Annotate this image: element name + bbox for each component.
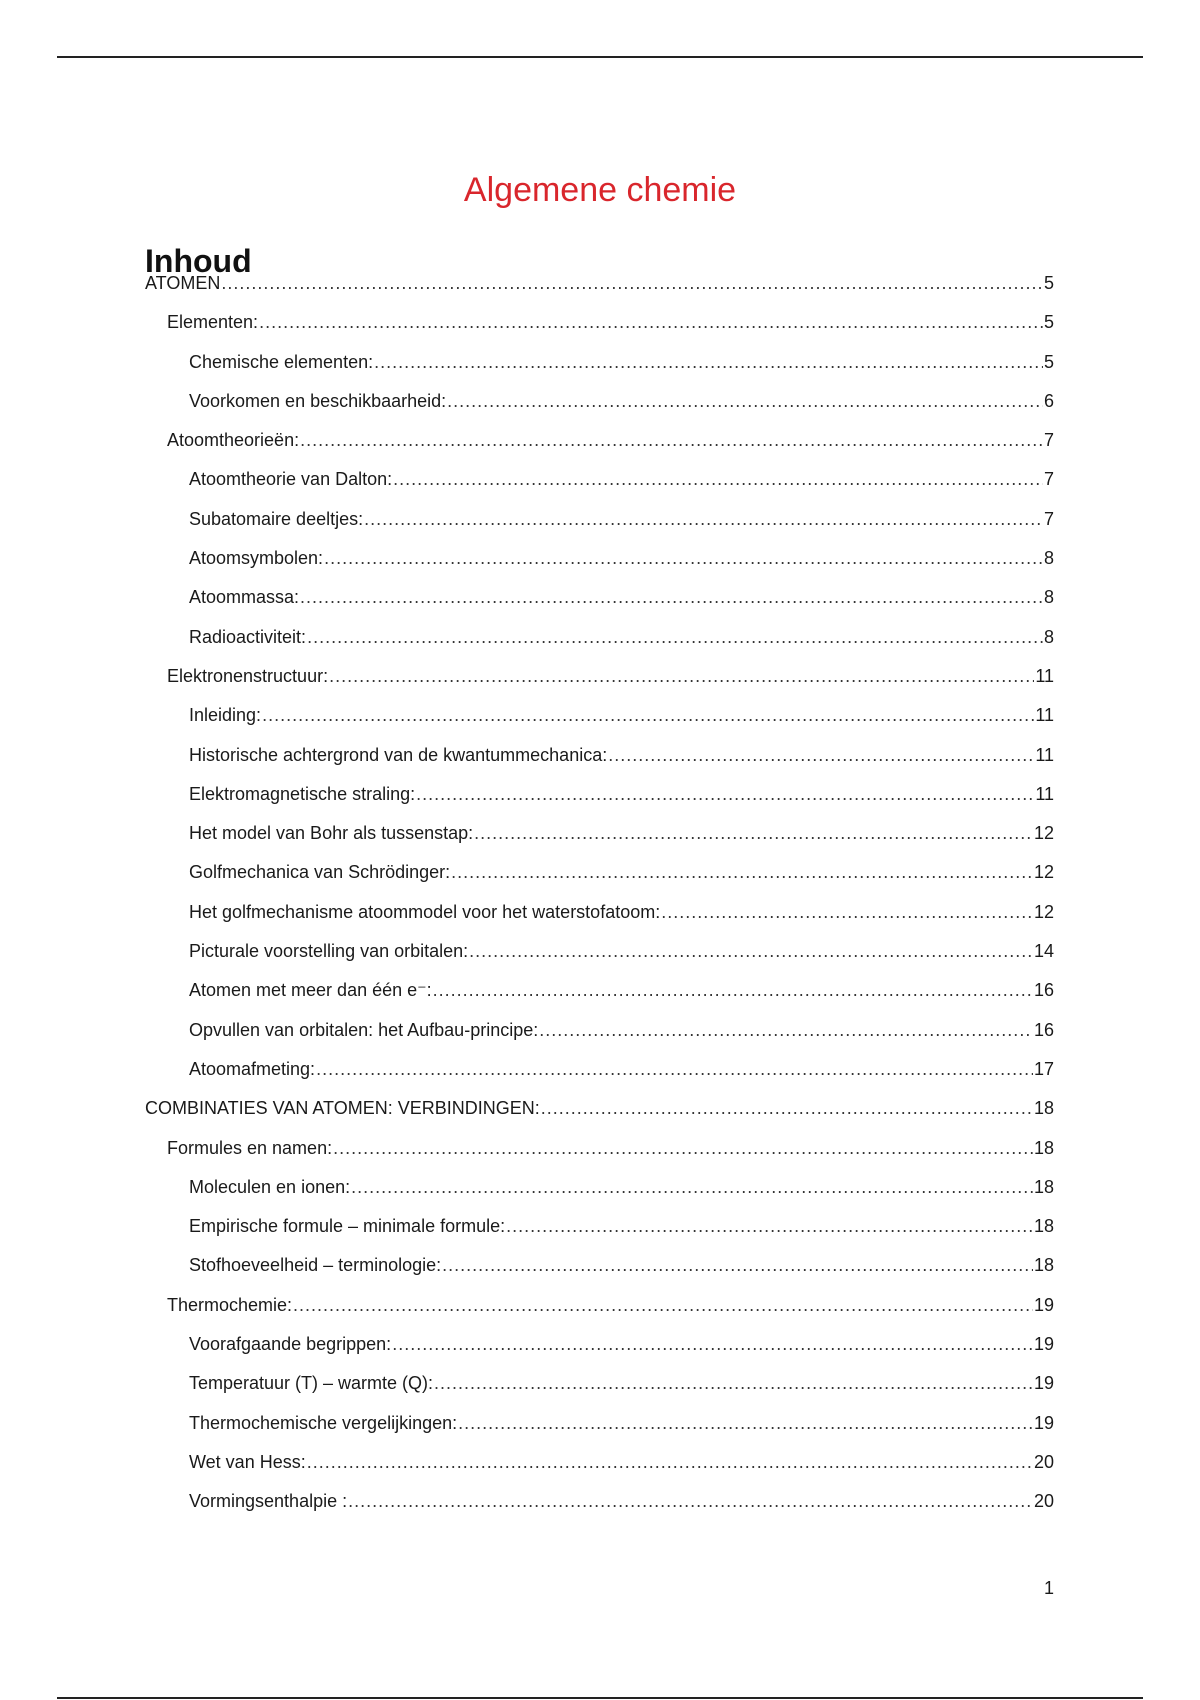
toc-dot-leader [392, 1327, 1033, 1362]
toc-entry-page: 18 [1033, 1137, 1054, 1158]
toc-entry[interactable] [145, 1170, 1054, 1209]
toc-dot-leader [300, 580, 1043, 615]
toc-entry-page: 18 [1033, 1098, 1054, 1119]
toc-entry-label: Voorkomen en beschikbaarheid: [189, 390, 447, 411]
toc-dot-leader [469, 934, 1033, 969]
document-title: Algemene chemie [463, 170, 737, 209]
toc-entry-page: 8 [1043, 626, 1054, 647]
toc-entry-label: Atoommassa: [189, 587, 300, 608]
toc-dot-leader [329, 659, 1034, 694]
toc-entry-page: 12 [1033, 823, 1054, 844]
toc-dot-leader [221, 266, 1043, 301]
toc-entry-page: 7 [1043, 508, 1054, 529]
toc-entry-label: Elektromagnetische straling: [189, 783, 416, 804]
toc-entry[interactable] [145, 973, 1054, 1012]
toc-entry-label: Atoomsymbolen: [189, 548, 324, 569]
toc-entry[interactable] [145, 895, 1054, 934]
toc-entry-page: 11 [1035, 705, 1054, 726]
toc-dot-leader [307, 1445, 1033, 1480]
toc-entry[interactable] [145, 777, 1054, 816]
toc-entry[interactable] [145, 855, 1054, 894]
toc-entry-page: 19 [1033, 1334, 1054, 1355]
toc-entry[interactable] [145, 620, 1054, 659]
toc-dot-leader [316, 1052, 1033, 1087]
toc-entry[interactable] [145, 1131, 1054, 1170]
toc-entry-page: 18 [1033, 1255, 1054, 1276]
toc-entry-label: Radioactiviteit: [189, 626, 307, 647]
toc-entry[interactable] [145, 1366, 1054, 1405]
toc-entry-page: 19 [1033, 1412, 1054, 1433]
toc-entry[interactable] [145, 1484, 1054, 1523]
toc-entry-label: Vormingsenthalpie : [189, 1491, 348, 1512]
toc-entry-page: 20 [1033, 1491, 1054, 1512]
bottom-rule [57, 1697, 1143, 1699]
toc-dot-leader [364, 502, 1043, 537]
toc-entry[interactable] [145, 659, 1054, 698]
toc-dot-leader [333, 1131, 1033, 1166]
toc-entry[interactable] [145, 345, 1054, 384]
toc-dot-leader [474, 816, 1033, 851]
toc-entry-page: 5 [1043, 351, 1054, 372]
toc-entry-page: 5 [1043, 312, 1054, 333]
toc-entry-page: 8 [1043, 587, 1054, 608]
toc-entry[interactable] [145, 462, 1054, 501]
toc-dot-leader [324, 541, 1043, 576]
page-number: 1 [1043, 1578, 1054, 1598]
toc-entry-label: Atoomtheorie van Dalton: [189, 469, 393, 490]
toc-entry[interactable] [145, 266, 1054, 305]
toc-entry-page: 6 [1043, 390, 1054, 411]
toc-entry-page: 5 [1043, 273, 1054, 293]
toc-entry-page: 17 [1033, 1058, 1054, 1079]
toc-dot-leader [262, 698, 1034, 733]
toc-entry-label: Atomen met meer dan één e⁻: [189, 980, 432, 1001]
toc-entry-page: 7 [1043, 430, 1054, 451]
toc-entry-label: Temperatuur (T) – warmte (Q): [189, 1373, 434, 1394]
toc-entry-label: Moleculen en ionen: [189, 1176, 351, 1197]
toc-dot-leader [434, 1366, 1033, 1401]
toc-entry-label: Voorafgaande begrippen: [189, 1334, 392, 1355]
toc-entry-label: Subatomaire deeltjes: [189, 508, 364, 529]
toc-entry-page: 18 [1033, 1176, 1054, 1197]
toc-entry-label: Inleiding: [189, 705, 262, 726]
toc-entry-label: Het model van Bohr als tussenstap: [189, 823, 474, 844]
toc-dot-leader [433, 973, 1033, 1008]
toc-entry-page: 18 [1033, 1216, 1054, 1237]
toc-entry[interactable] [145, 580, 1054, 619]
toc-entry-page: 7 [1043, 469, 1054, 490]
toc-entry-label: Opvullen van orbitalen: het Aufbau-principe: [189, 1019, 539, 1040]
toc-entry-page: 19 [1033, 1294, 1054, 1315]
toc-dot-leader [447, 384, 1043, 419]
toc-entry-page: 11 [1035, 665, 1054, 686]
toc-entry-page: 11 [1035, 744, 1054, 765]
toc-dot-leader [259, 305, 1043, 340]
toc-entry-label: ATOMEN [145, 273, 221, 293]
toc-entry-label: Thermochemische vergelijkingen: [189, 1412, 458, 1433]
toc-entry[interactable] [145, 816, 1054, 855]
toc-entry[interactable] [145, 384, 1054, 423]
toc-entry-label: Wet van Hess: [189, 1451, 306, 1472]
toc-entry-label: Chemische elementen: [189, 351, 374, 372]
toc-dot-leader [307, 620, 1043, 655]
toc-entry[interactable] [145, 1445, 1054, 1484]
toc-dot-leader [442, 1248, 1033, 1283]
toc-entry-page: 8 [1043, 548, 1054, 569]
toc-entry[interactable] [145, 738, 1054, 777]
toc-entry[interactable] [145, 1209, 1054, 1248]
toc-entry-label: Elementen: [167, 312, 259, 333]
toc-entry-page: 12 [1033, 901, 1054, 922]
toc-entry-page: 16 [1033, 1019, 1054, 1040]
toc-dot-leader [539, 1013, 1033, 1048]
toc-entry-label: Thermochemie: [167, 1294, 293, 1315]
toc-dot-leader [458, 1406, 1033, 1441]
toc-entry[interactable] [145, 1013, 1054, 1052]
toc-dot-leader [374, 345, 1043, 380]
toc-dot-leader [661, 895, 1033, 930]
toc-entry-page: 14 [1033, 941, 1054, 962]
table-of-contents [145, 266, 1054, 1524]
toc-entry-label: Stofhoeveelheid – terminologie: [189, 1255, 442, 1276]
toc-dot-leader [451, 855, 1033, 890]
toc-entry-label: Golfmechanica van Schrödinger: [189, 862, 451, 883]
toc-dot-leader [506, 1209, 1033, 1244]
toc-entry-page: 11 [1035, 783, 1054, 804]
toc-entry[interactable] [145, 1406, 1054, 1445]
toc-entry[interactable] [145, 502, 1054, 541]
toc-entry[interactable] [145, 934, 1054, 973]
toc-dot-leader [351, 1170, 1033, 1205]
toc-dot-leader [608, 738, 1034, 773]
toc-entry-label: Picturale voorstelling van orbitalen: [189, 941, 469, 962]
toc-entry-label: Elektronenstructuur: [167, 665, 329, 686]
toc-entry[interactable] [145, 423, 1054, 462]
toc-entry-label: COMBINATIES VAN ATOMEN: VERBINDINGEN: [145, 1098, 540, 1119]
top-rule [57, 56, 1143, 58]
toc-entry-page: 12 [1033, 862, 1054, 883]
toc-entry[interactable] [145, 1327, 1054, 1366]
toc-entry[interactable] [145, 305, 1054, 344]
toc-dot-leader [293, 1288, 1033, 1323]
toc-entry[interactable] [145, 698, 1054, 737]
toc-entry-label: Atoomafmeting: [189, 1058, 316, 1079]
toc-entry[interactable] [145, 1288, 1054, 1327]
toc-entry[interactable] [145, 1248, 1054, 1287]
toc-dot-leader [416, 777, 1034, 812]
toc-entry-label: Formules en namen: [167, 1137, 333, 1158]
toc-dot-leader [300, 423, 1043, 458]
toc-entry[interactable] [145, 541, 1054, 580]
toc-entry-label: Empirische formule – minimale formule: [189, 1216, 506, 1237]
toc-entry[interactable] [145, 1091, 1054, 1130]
toc-dot-leader [541, 1091, 1033, 1126]
toc-entry-label: Het golfmechanisme atoommodel voor het waterstofatoom: [189, 901, 661, 922]
toc-entry-label: Atoomtheorieën: [167, 430, 300, 451]
toc-entry-page: 16 [1033, 980, 1054, 1001]
toc-entry-label: Historische achtergrond van de kwantummechanica: [189, 744, 608, 765]
toc-entry[interactable] [145, 1052, 1054, 1091]
toc-entry-page: 20 [1033, 1451, 1054, 1472]
toc-heading: Inhoud [145, 242, 252, 279]
toc-dot-leader [393, 462, 1043, 497]
toc-entry-page: 19 [1033, 1373, 1054, 1394]
toc-dot-leader [348, 1484, 1033, 1519]
